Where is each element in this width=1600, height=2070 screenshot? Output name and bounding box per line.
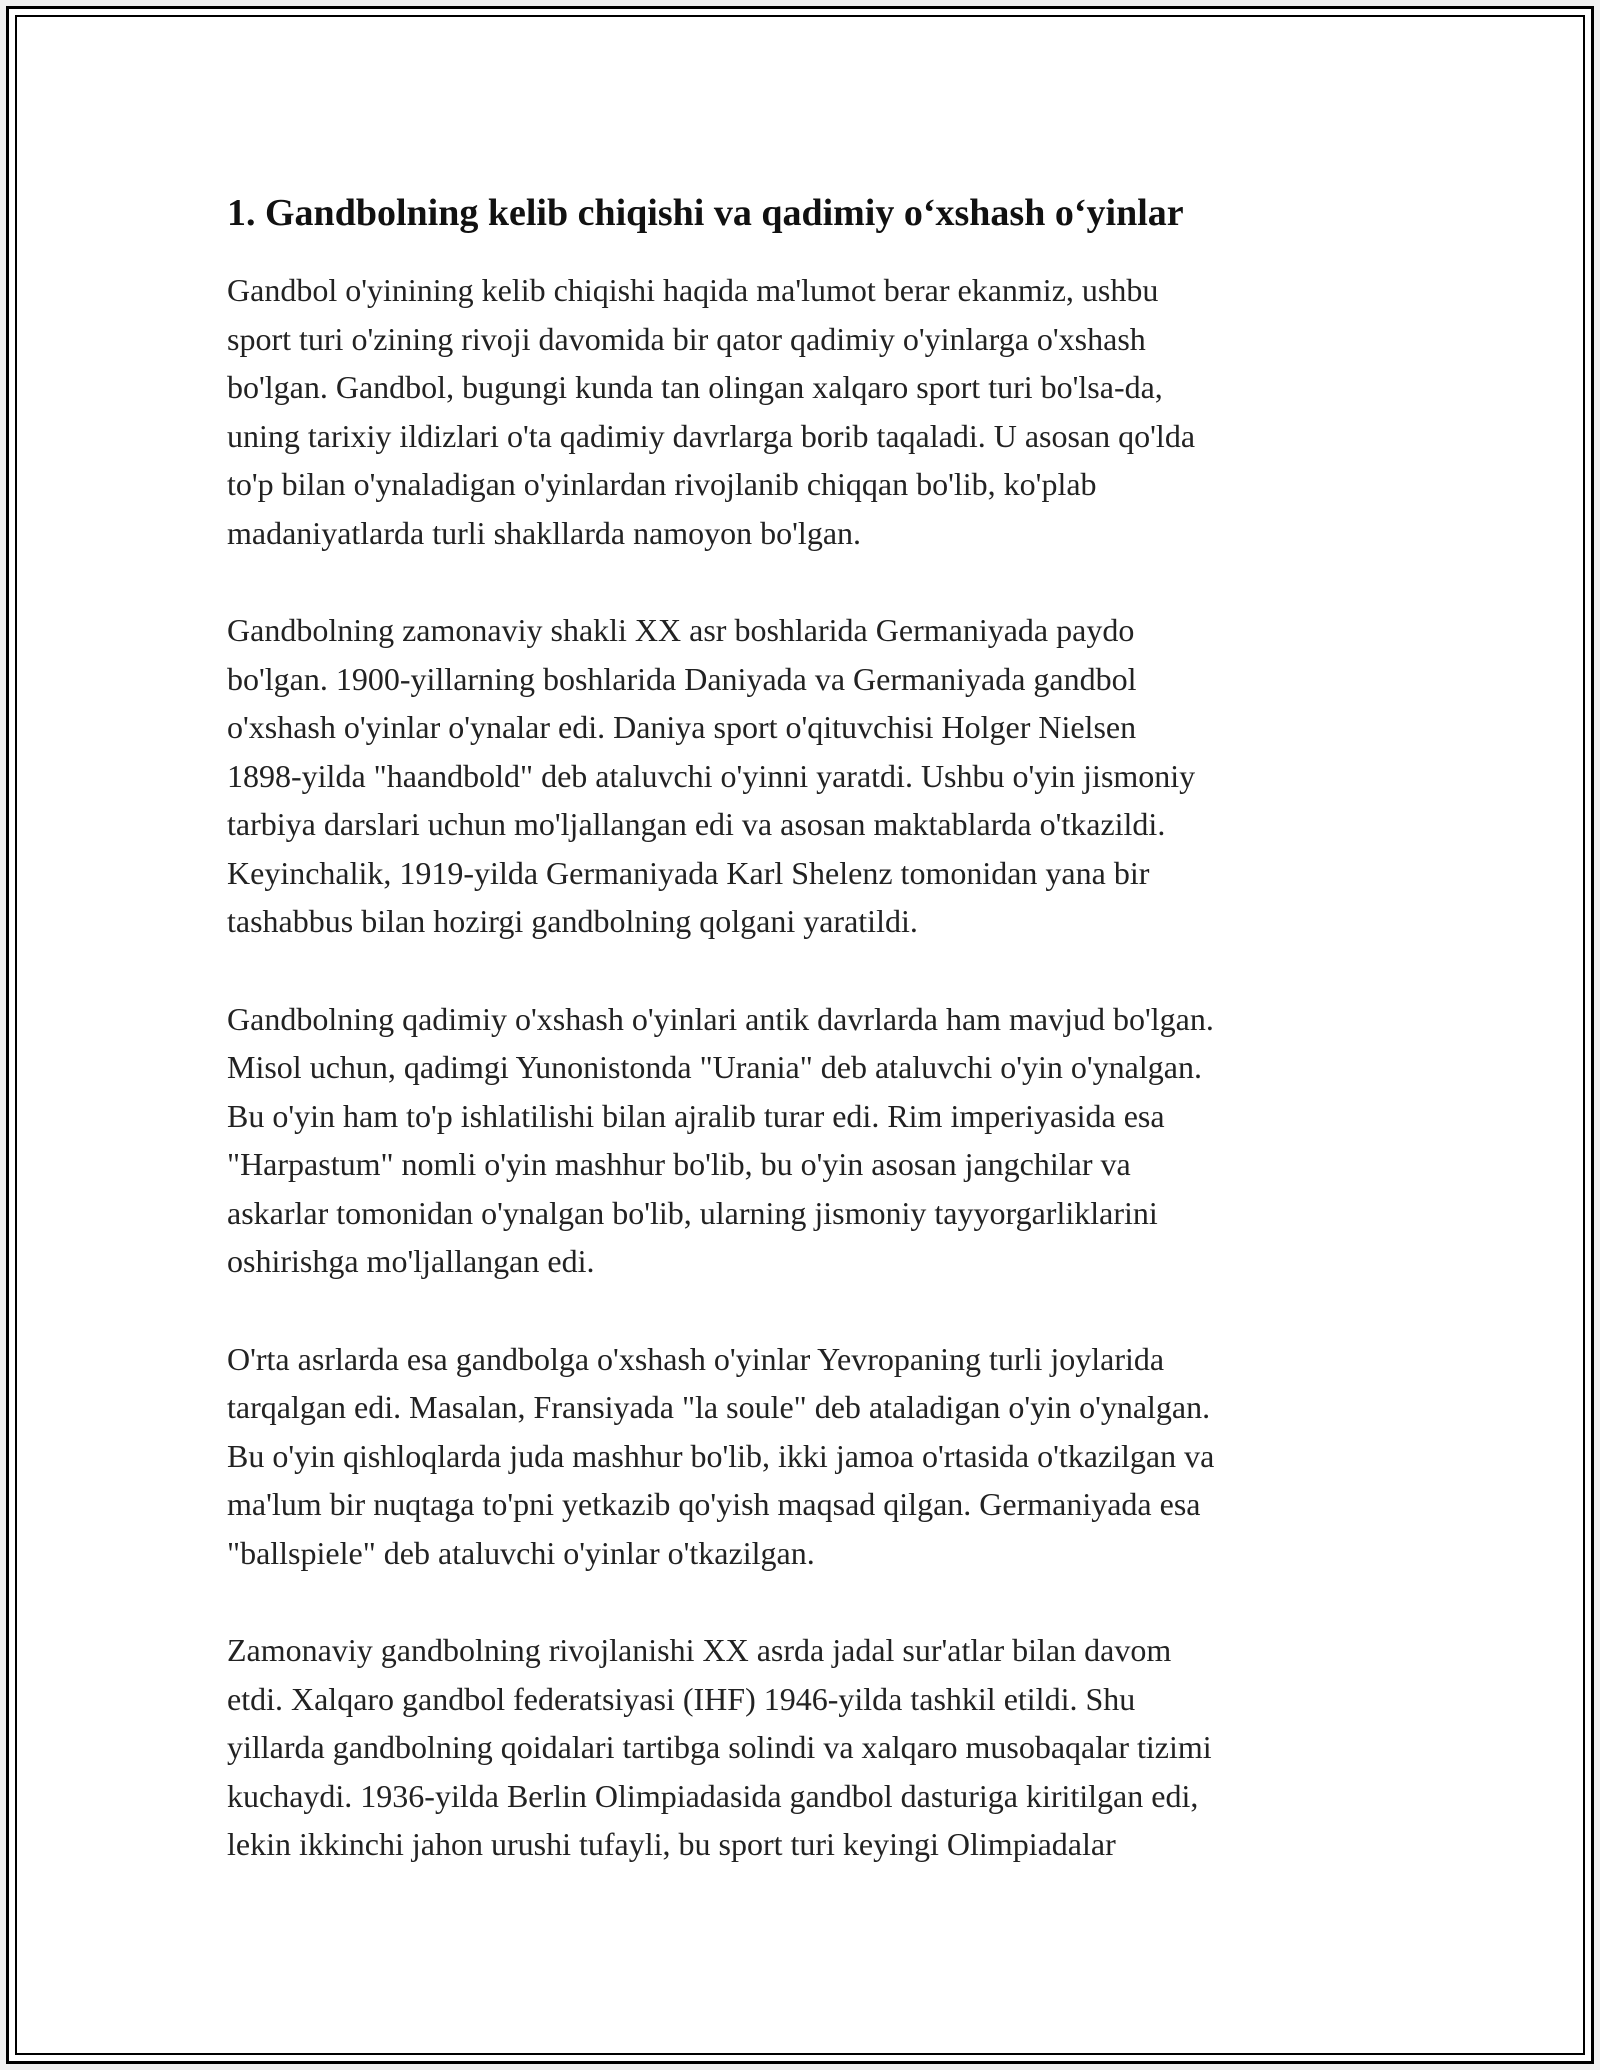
text-line: etdi. Xalqaro gandbol federatsiyasi (IHF) 1946-yilda tashkil etildi. Shu — [227, 1680, 1136, 1717]
text-line: to'p bilan o'ynaladigan o'yinlardan rivojlanib chiqqan bo'lib, ko'plab — [227, 466, 1097, 502]
text-line: lekin ikkinchi jahon urushi tufayli, bu sport turi keyingi Olimpiadalar — [227, 1826, 1116, 1862]
text-line: Gandbolning zamonaviy shakli XX asr boshlarida Germaniyada paydo — [227, 612, 1135, 648]
text-line: Keyinchalik, 1919-yilda Germaniyada Karl Shelenz tomonidan yana bir — [227, 854, 1150, 891]
text-line: Bu o'yin qishloqlarda juda mashhur bo'lib, ikki jamoa o'rtasida o'tkazilgan va — [227, 1437, 1215, 1474]
text-line: Gandbol o'yinining kelib chiqishi haqida ma'lumot berar ekanmiz, ushbu — [227, 272, 1159, 308]
text-line: askarlar tomonidan o'ynalgan bo'lib, ularning jismoniy tayyorgarliklarini — [227, 1194, 1158, 1231]
text-line: kuchaydi. 1936-yilda Berlin Olimpiadasida gandbol dasturiga kiritilgan edi, — [227, 1777, 1199, 1814]
paragraph-origin — [227, 266, 1387, 557]
paragraph-ancient-games — [227, 995, 1387, 1286]
text-line: bo'lgan. Gandbol, bugungi kunda tan olingan xalqaro sport turi bo'lsa-da, — [227, 369, 1163, 405]
text-line: madaniyatlarda turli shakllarda namoyon bo'lgan. — [227, 514, 862, 551]
text-line: ma'lum bir nuqtaga to'pni yetkazib qo'yish maqsad qilgan. Germaniyada esa — [227, 1486, 1201, 1522]
paragraph-modern-development — [227, 1626, 1387, 1869]
text-line: Zamonaviy gandbolning rivojlanishi XX asrda jadal sur'atlar bilan davom — [227, 1632, 1172, 1668]
text-line: tarbiya darslari uchun mo'ljallangan edi va asosan maktablarda o'tkazildi. — [227, 806, 1166, 842]
text-line: "Harpastum" nomli o'yin mashhur bo'lib, bu o'yin asosan jangchilar va — [227, 1146, 1131, 1182]
section-heading: 1. Gandbolning kelib chiqishi va qadimiy o‘xshash o‘yinlar — [227, 192, 1184, 234]
document-body — [227, 185, 1387, 1918]
text-line: sport turi o'zining rivoji davomida bir qator qadimiy o'yinlarga o'xshash — [227, 320, 1146, 357]
text-line: bo'lgan. 1900-yillarning boshlarida Daniyada va Germaniyada gandbol — [227, 660, 1137, 697]
text-line: tashabbus bilan hozirgi gandbolning qolgani yaratildi. — [227, 903, 918, 939]
text-line: O'rta asrlarda esa gandbolga o'xshash o'yinlar Yevropaning turli joylarida — [227, 1340, 1165, 1377]
text-line: o'xshash o'yinlar o'ynalar edi. Daniya sport o'qituvchisi Holger Nielsen — [227, 709, 1137, 745]
text-line: tarqalgan edi. Masalan, Fransiyada "la soule" deb ataladigan o'yin o'ynalgan. — [227, 1389, 1211, 1425]
text-line: 1898-yilda "haandbold" deb ataluvchi o'yinni yaratdi. Ushbu o'yin jismoniy — [227, 757, 1196, 794]
paragraph-modern-form — [227, 606, 1387, 946]
text-line: Misol uchun, qadimgi Yunonistonda "Urania" deb ataluvchi o'yin o'ynalgan. — [227, 1049, 1202, 1085]
text-line: Gandbolning qadimiy o'xshash o'yinlari antik davrlarda ham mavjud bo'lgan. — [227, 1000, 1214, 1037]
text-line: Bu o'yin ham to'p ishlatilishi bilan ajralib turar edi. Rim imperiyasida esa — [227, 1097, 1165, 1134]
text-line: yillarda gandbolning qoidalari tartibga solindi va xalqaro musobaqalar tizimi — [227, 1729, 1212, 1765]
text-line: uning tarixiy ildizlari o'ta qadimiy davrlarga borib taqaladi. U asosan qo'lda — [227, 417, 1196, 454]
paragraph-middle-ages — [227, 1335, 1387, 1578]
text-line: oshirishga mo'ljallangan edi. — [227, 1243, 595, 1279]
text-line: "ballspiele" deb ataluvchi o'yinlar o'tkazilgan. — [227, 1534, 815, 1571]
